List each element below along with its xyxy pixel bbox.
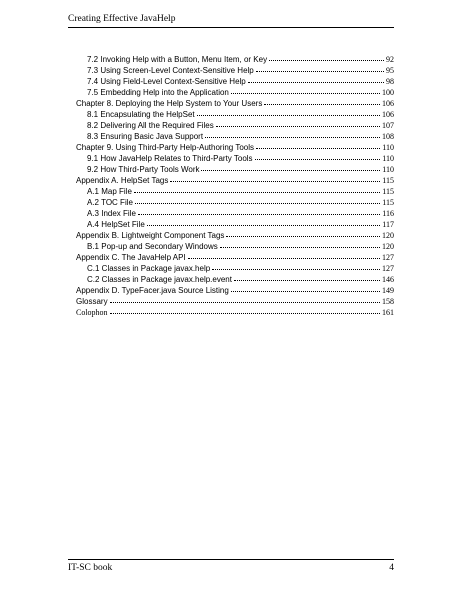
dot-leader (212, 263, 380, 270)
toc-entry-page: 106 (382, 99, 394, 108)
dot-leader (188, 252, 380, 259)
dot-leader (231, 87, 380, 94)
toc-entry-page: 158 (382, 297, 394, 306)
dot-leader (264, 98, 380, 105)
toc-entry-title: Appendix C. The JavaHelp API (76, 253, 186, 262)
toc-entry-page: 120 (382, 242, 394, 251)
toc-entry[interactable] (76, 109, 394, 120)
toc-entry-title: Appendix A. HelpSet Tags (76, 176, 169, 185)
toc-entry-title: Glossary (76, 297, 108, 306)
toc-entry-page: 110 (382, 143, 394, 152)
toc-entry[interactable] (76, 263, 394, 274)
toc-entry-title: A.3 Index File (87, 209, 136, 218)
header-rule (68, 27, 394, 28)
toc-entry-title: Appendix B. Lightweight Component Tags (76, 231, 225, 240)
toc-entry-page: 149 (382, 286, 394, 295)
toc-entry-page: 100 (382, 88, 394, 97)
dot-leader (269, 54, 384, 61)
dot-leader (134, 186, 380, 193)
dot-leader (256, 142, 380, 149)
toc-entry-title: 9.1 How JavaHelp Relates to Third-Party Tools (87, 154, 253, 163)
dot-leader (110, 296, 380, 303)
toc-entry[interactable] (76, 153, 394, 164)
running-header: Creating Effective JavaHelp (68, 14, 176, 24)
toc-entry[interactable] (76, 54, 394, 65)
toc-entry-title: A.2 TOC File (87, 198, 133, 207)
toc-entry-title: Appendix D. TypeFacer.java Source Listing (76, 286, 229, 295)
toc-entry-page: 115 (382, 198, 394, 207)
toc-entry-title: Chapter 8. Deploying the Help System to Your Users (76, 99, 263, 108)
dot-leader (220, 241, 380, 248)
dot-leader (248, 76, 384, 83)
toc-entry-title: C.2 Classes in Package javax.help.event (87, 275, 232, 284)
toc-entry-page: 117 (382, 220, 394, 229)
toc-entry-title: 8.3 Ensuring Basic Java Support (87, 132, 204, 141)
toc-entry-title: C.1 Classes in Package javax.help (87, 264, 211, 273)
dot-leader (147, 219, 380, 226)
toc-entry[interactable] (76, 274, 394, 285)
dot-leader (255, 153, 381, 160)
toc-entry-page: 98 (386, 77, 394, 86)
table-of-contents (76, 54, 394, 318)
dot-leader (234, 274, 380, 281)
toc-entry-title: 9.2 How Third-Party Tools Work (87, 165, 200, 174)
toc-entry-page: 107 (382, 121, 394, 130)
toc-entry-title: 7.2 Invoking Help with a Button, Menu Item, or Key (87, 55, 268, 64)
toc-entry-page: 161 (382, 308, 394, 317)
dot-leader (138, 208, 380, 215)
toc-entry-title: B.1 Pop-up and Secondary Windows (87, 242, 218, 251)
toc-entry[interactable] (76, 142, 394, 153)
toc-entry-page: 110 (382, 154, 394, 163)
toc-entry[interactable] (76, 65, 394, 76)
dot-leader (205, 131, 380, 138)
toc-entry-page: 106 (382, 110, 394, 119)
toc-entry[interactable] (76, 164, 394, 175)
dot-leader (231, 285, 380, 292)
toc-entry-page: 95 (386, 66, 394, 75)
toc-entry-page: 127 (382, 264, 394, 273)
dot-leader (226, 230, 380, 237)
toc-entry[interactable] (76, 76, 394, 87)
toc-entry[interactable] (76, 252, 394, 263)
toc-entry-title: 8.2 Delivering All the Required Files (87, 121, 214, 130)
toc-entry[interactable] (76, 241, 394, 252)
footer-source: IT-SC book (68, 563, 113, 573)
toc-entry-page: 120 (382, 231, 394, 240)
toc-entry-page: 116 (382, 209, 394, 218)
toc-entry-page: 115 (382, 187, 394, 196)
dot-leader (216, 120, 380, 127)
dot-leader (135, 197, 380, 204)
toc-entry-page: 92 (386, 55, 394, 64)
toc-entry-title: A.1 Map File (87, 187, 132, 196)
toc-entry-title: 7.5 Embedding Help into the Application (87, 88, 229, 97)
toc-entry-title: Colophon (76, 308, 108, 317)
toc-entry-title: 8.1 Encapsulating the HelpSet (87, 110, 195, 119)
toc-entry-page: 146 (382, 275, 394, 284)
toc-entry-title: A.4 HelpSet File (87, 220, 145, 229)
toc-entry-page: 110 (382, 165, 394, 174)
toc-entry-title: 7.3 Using Screen-Level Context-Sensitive Help (87, 66, 254, 75)
dot-leader (201, 164, 380, 171)
toc-entry[interactable] (76, 131, 394, 142)
toc-entry[interactable] (76, 219, 394, 230)
footer-rule (68, 559, 394, 560)
toc-entry-page: 127 (382, 253, 394, 262)
footer-page-number: 4 (389, 563, 394, 573)
toc-entry[interactable] (76, 175, 394, 186)
dot-leader (197, 109, 380, 116)
toc-entry-page: 115 (382, 176, 394, 185)
toc-entry[interactable] (76, 296, 394, 307)
dot-leader (110, 307, 380, 314)
toc-entry-title: Chapter 9. Using Third-Party Help-Authoring Tools (76, 143, 255, 152)
toc-entry[interactable] (76, 285, 394, 296)
dot-leader (256, 65, 384, 72)
toc-entry[interactable] (76, 98, 394, 109)
toc-entry[interactable] (76, 307, 394, 318)
toc-entry[interactable] (76, 208, 394, 219)
toc-entry[interactable] (76, 120, 394, 131)
toc-entry[interactable] (76, 87, 394, 98)
toc-entry-title: 7.4 Using Field-Level Context-Sensitive Help (87, 77, 246, 86)
toc-entry[interactable] (76, 230, 394, 241)
toc-entry-page: 108 (382, 132, 394, 141)
toc-entry[interactable] (76, 186, 394, 197)
toc-entry[interactable] (76, 197, 394, 208)
dot-leader (170, 175, 380, 182)
